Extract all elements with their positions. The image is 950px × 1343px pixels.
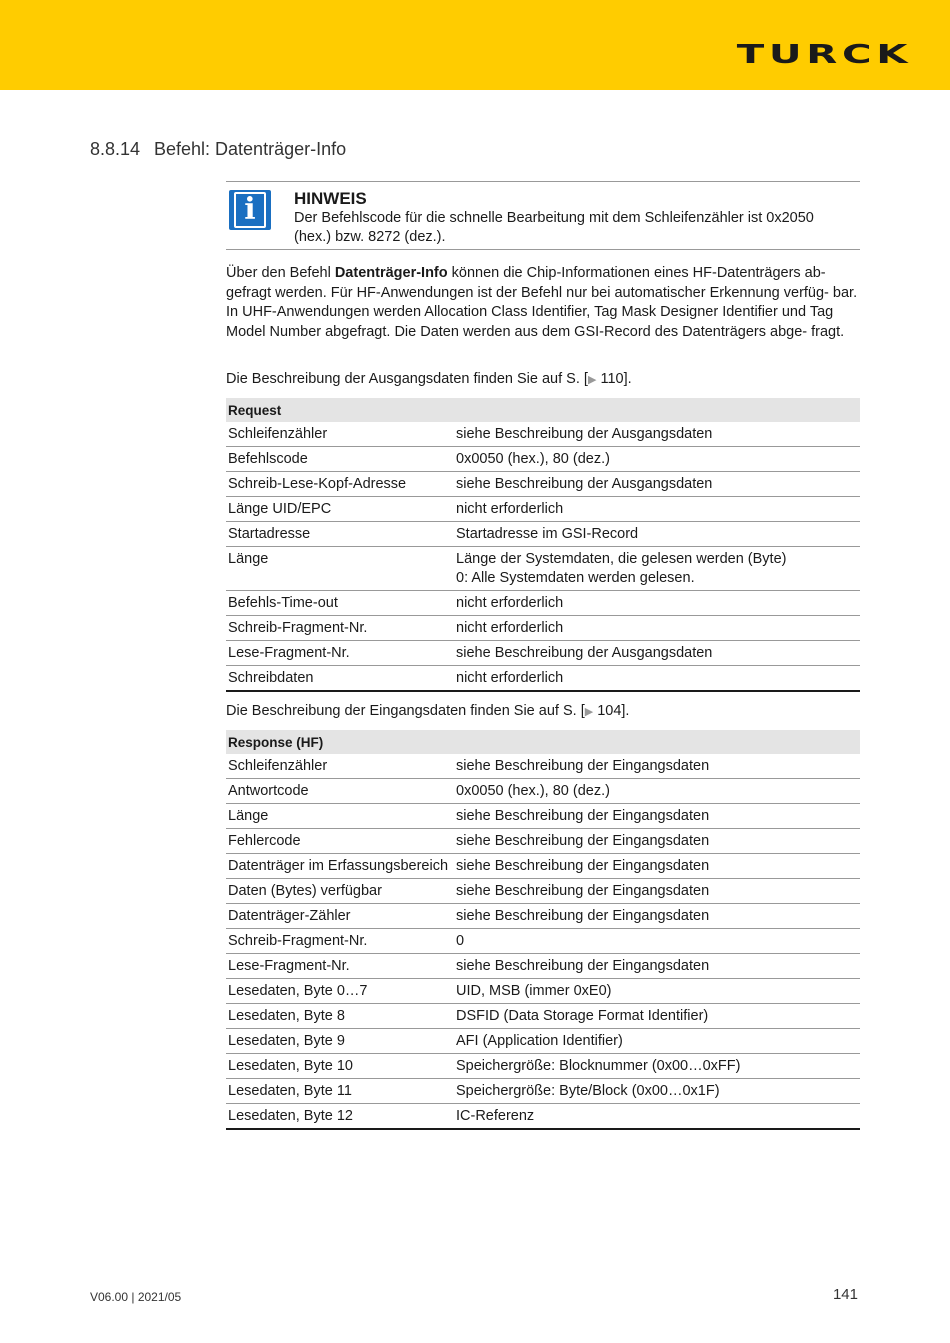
section-heading [90, 139, 346, 160]
value-cell: 0 [454, 929, 860, 954]
parameter-cell: Startadresse [226, 522, 454, 547]
parameter-cell: Datenträger-Zähler [226, 904, 454, 929]
parameter-cell: Länge UID/EPC [226, 497, 454, 522]
parameter-cell: Schreibdaten [226, 666, 454, 692]
response-table [226, 730, 860, 1130]
table-row [226, 522, 860, 547]
parameter-cell: Schreib-Fragment-Nr. [226, 929, 454, 954]
parameter-cell: Befehls-Time-out [226, 591, 454, 616]
reference-page-link[interactable]: 110]. [596, 371, 632, 387]
value-cell: siehe Beschreibung der Eingangsdaten [454, 804, 860, 829]
value-cell: AFI (Application Identifier) [454, 1029, 860, 1054]
table-row [226, 1004, 860, 1029]
parameter-cell: Schleifenzähler [226, 422, 454, 447]
note-box [226, 181, 860, 250]
page-link-arrow-icon: ▶ [587, 374, 597, 386]
parameter-cell: Lese-Fragment-Nr. [226, 641, 454, 666]
table-row [226, 1079, 860, 1104]
request-table [226, 398, 860, 692]
value-cell: UID, MSB (immer 0xE0) [454, 979, 860, 1004]
parameter-cell: Lesedaten, Byte 10 [226, 1054, 454, 1079]
intro-paragraph [226, 264, 862, 342]
table-row [226, 954, 860, 979]
request-table-header: Request [226, 398, 860, 422]
turck-logo: TURCK [736, 40, 912, 70]
parameter-cell: Lesedaten, Byte 11 [226, 1079, 454, 1104]
value-cell: Länge der Systemdaten, die gelesen werden (Byte) 0: Alle Systemdaten werden gelesen. [454, 547, 860, 591]
footer-version: V06.00 | 2021/05 [90, 1290, 182, 1304]
value-cell: siehe Beschreibung der Eingangsdaten [454, 904, 860, 929]
note-title: HINWEIS [294, 189, 367, 208]
page-number: 141 [832, 1286, 858, 1303]
parameter-cell: Lesedaten, Byte 12 [226, 1104, 454, 1130]
section-title: Befehl: Datenträger-Info [154, 139, 347, 159]
reference-bracket: [ [580, 703, 585, 719]
parameter-cell: Schreib-Fragment-Nr. [226, 616, 454, 641]
input-data-reference [226, 702, 862, 723]
value-cell: IC-Referenz [454, 1104, 860, 1130]
value-cell: siehe Beschreibung der Eingangsdaten [454, 854, 860, 879]
value-cell: siehe Beschreibung der Eingangsdaten [454, 879, 860, 904]
table-row [226, 447, 860, 472]
value-cell: Startadresse im GSI-Record [454, 522, 860, 547]
table-row [226, 1029, 860, 1054]
table-row [226, 854, 860, 879]
note-text: Der Befehlscode für die schnelle Bearbeitung mit dem Schleifenzähler ist 0x2050 (hex.) bzw. 8272 (dez.). [294, 210, 814, 245]
parameter-cell: Länge [226, 804, 454, 829]
reference-text: Die Beschreibung der Eingangsdaten finden Sie auf S. [226, 703, 581, 719]
value-cell: Speichergröße: Byte/Block (0x00…0x1F) [454, 1079, 860, 1104]
value-cell: nicht erforderlich [454, 666, 860, 692]
section-number: 8.8.14 [90, 139, 141, 159]
parameter-cell: Schleifenzähler [226, 754, 454, 779]
value-cell: nicht erforderlich [454, 497, 860, 522]
intro-text-start: Über den Befehl [226, 265, 335, 281]
parameter-cell: Lese-Fragment-Nr. [226, 954, 454, 979]
page-link-arrow-icon: ▶ [584, 706, 594, 718]
value-cell: 0x0050 (hex.), 80 (dez.) [454, 447, 860, 472]
value-cell: nicht erforderlich [454, 591, 860, 616]
output-data-reference [226, 370, 862, 391]
info-icon: i [229, 190, 271, 230]
value-cell: siehe Beschreibung der Ausgangsdaten [454, 641, 860, 666]
table-row [226, 804, 860, 829]
parameter-cell: Lesedaten, Byte 0…7 [226, 979, 454, 1004]
parameter-cell: Fehlercode [226, 829, 454, 854]
value-cell: siehe Beschreibung der Eingangsdaten [454, 829, 860, 854]
intro-text-end: können die Chip-Informationen eines HF-Datenträgers ab- gefragt werden. Für HF-Anwendungen ist der Befehl nur bei automatischer Erkennung verfüg- bar. In UHF-Anwendungen werden Allocation Class Identifier, Tag Mask Designer Identifier und Tag Model Number abgefragt. Die Daten werden aus dem GSI-Record des Datenträgers abge- fragt. [226, 265, 858, 340]
table-row [226, 754, 860, 779]
table-row [226, 666, 860, 692]
parameter-cell: Daten (Bytes) verfügbar [226, 879, 454, 904]
command-name: Datenträger-Info [334, 265, 448, 281]
table-row [226, 591, 860, 616]
value-cell: siehe Beschreibung der Ausgangsdaten [454, 422, 860, 447]
parameter-cell: Lesedaten, Byte 9 [226, 1029, 454, 1054]
table-row [226, 547, 860, 591]
parameter-cell: Antwortcode [226, 779, 454, 804]
parameter-cell: Befehlscode [226, 447, 454, 472]
reference-bracket: [ [583, 371, 588, 387]
header-band [0, 0, 950, 90]
table-row [226, 422, 860, 447]
parameter-cell: Lesedaten, Byte 8 [226, 1004, 454, 1029]
table-row [226, 779, 860, 804]
value-cell: nicht erforderlich [454, 616, 860, 641]
table-row [226, 979, 860, 1004]
table-row [226, 1104, 860, 1130]
value-cell: Speichergröße: Blocknummer (0x00…0xFF) [454, 1054, 860, 1079]
reference-text: Die Beschreibung der Ausgangsdaten finden Sie auf S. [226, 371, 584, 387]
value-cell: siehe Beschreibung der Eingangsdaten [454, 954, 860, 979]
table-row [226, 1054, 860, 1079]
value-cell: 0x0050 (hex.), 80 (dez.) [454, 779, 860, 804]
table-row [226, 472, 860, 497]
value-cell: DSFID (Data Storage Format Identifier) [454, 1004, 860, 1029]
table-row [226, 879, 860, 904]
value-cell: siehe Beschreibung der Ausgangsdaten [454, 472, 860, 497]
table-row [226, 904, 860, 929]
table-row [226, 616, 860, 641]
table-row [226, 929, 860, 954]
parameter-cell: Datenträger im Erfassungsbereich [226, 854, 454, 879]
parameter-cell: Länge [226, 547, 454, 591]
table-row [226, 497, 860, 522]
parameter-cell: Schreib-Lese-Kopf-Adresse [226, 472, 454, 497]
response-table-header: Response (HF) [226, 730, 860, 754]
value-cell: siehe Beschreibung der Eingangsdaten [454, 754, 860, 779]
table-row [226, 829, 860, 854]
table-row [226, 641, 860, 666]
reference-page-link[interactable]: 104]. [593, 703, 630, 719]
